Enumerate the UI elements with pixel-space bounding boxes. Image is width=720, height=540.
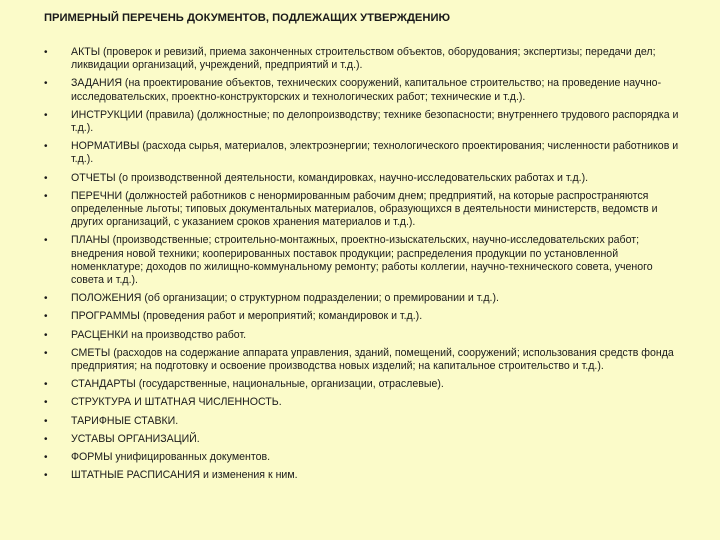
list-item — [0, 234, 720, 287]
list-item-text: ПОЛОЖЕНИЯ (об организации; о структурном подразделении; о премировании и т.д.). — [71, 292, 499, 305]
list-item — [0, 329, 720, 342]
bullet-icon: • — [44, 47, 48, 58]
bullet-icon: • — [44, 293, 48, 305]
bullet-icon: • — [44, 78, 48, 90]
list-item-text: ПЛАНЫ (производственные; строительно-монтажных, проектно-изыскательских, научно-исследовательских работ; внедрения новой техники; кооперированных поставок продукции; распределения продукции по установленной номенклатуре; доходов по жилищно-коммунальному ремонту; работы коллегии, научно-технического совета, ученого совета и т.д.). — [71, 234, 653, 287]
bullet-icon: • — [44, 433, 48, 445]
list-item — [0, 109, 720, 135]
list-item-text: ПРОГРАММЫ (проведения работ и мероприятий; командировок и т.д.). — [71, 310, 423, 323]
list-item — [0, 46, 720, 72]
list-item-text: ПЕРЕЧНИ (должностей работников с ненормированным рабочим днем; предприятий, на которые распространяются определенные льготы; типовых документальных материалов, образующихся в деятельности министерств, ведомств и других организаций, с указанием сроков хранения материалов и т.д.). — [71, 189, 658, 229]
list-item-text: НОРМАТИВЫ (расхода сырья, материалов, электроэнергии; технологического проектирования; численности работников и т.д.). — [71, 140, 679, 166]
list-item — [0, 292, 720, 305]
list-item-text: УСТАВЫ ОРГАНИЗАЦИЙ. — [71, 432, 200, 445]
list-item-text: СТРУКТУРА И ШТАТНАЯ ЧИСЛЕННОСТЬ. — [71, 396, 282, 409]
bullet-icon: • — [44, 141, 48, 153]
list-item-text: ШТАТНЫЕ РАСПИСАНИЯ и изменения к ним. — [71, 469, 298, 482]
bullet-icon: • — [44, 311, 48, 323]
document-list — [0, 46, 720, 487]
list-item — [0, 469, 720, 482]
list-item — [0, 396, 720, 409]
bullet-icon: • — [44, 235, 48, 247]
bullet-icon: • — [44, 190, 48, 202]
list-item — [0, 433, 720, 446]
list-item-text: АКТЫ (проверок и ревизий, приема законченных строительством объектов, оборудования; экспертизы; передачи дел; ликвидации организаций, учреждений, предприятий и т.д.). — [71, 46, 656, 72]
list-item-text: ТАРИФНЫЕ СТАВКИ. — [71, 414, 179, 427]
list-item-text: СТАНДАРТЫ (государственные, национальные, организации, отраслевые). — [71, 378, 444, 391]
bullet-icon: • — [44, 397, 48, 409]
bullet-icon: • — [44, 415, 48, 427]
bullet-icon: • — [44, 470, 48, 482]
list-item — [0, 347, 720, 373]
list-item-text: ЗАДАНИЯ (на проектирование объектов, технических сооружений, капитальное строительство; на проведение научно-исследовательских, проектно-конструкторских и технологических работ; технические и т.д.). — [71, 77, 662, 103]
list-item — [0, 378, 720, 391]
list-item — [0, 190, 720, 230]
bullet-icon: • — [44, 347, 48, 359]
list-item — [0, 140, 720, 166]
list-item-text: ОТЧЕТЫ (о производственной деятельности, командировках, научно-исследовательских работах и т.д.). — [71, 171, 589, 184]
list-item-text: ФОРМЫ унифицированных документов. — [71, 451, 271, 464]
bullet-icon: • — [44, 452, 48, 464]
list-item — [0, 77, 720, 103]
list-item-text: РАСЦЕНКИ на производство работ. — [71, 328, 247, 341]
list-item — [0, 451, 720, 464]
document-title: ПРИМЕРНЫЙ ПЕРЕЧЕНЬ ДОКУМЕНТОВ, ПОДЛЕЖАЩИХ УТВЕРЖДЕНИЮ — [44, 12, 451, 24]
list-item — [0, 415, 720, 428]
list-item-text: СМЕТЫ (расходов на содержание аппарата управления, зданий, помещений, сооружений; использования средств фонда предприятия; на подготовку и освоение производства новых изделий; на капитальное строительство и т.д.). — [71, 346, 674, 373]
bullet-icon: • — [44, 379, 48, 391]
list-item — [0, 172, 720, 185]
list-item — [0, 310, 720, 323]
bullet-icon: • — [44, 109, 48, 121]
bullet-icon: • — [44, 329, 48, 341]
bullet-icon: • — [44, 172, 48, 184]
list-item-text: ИНСТРУКЦИИ (правила) (должностные; по делопроизводству; технике безопасности; внутреннего трудового распорядка и т.д.). — [71, 108, 679, 135]
